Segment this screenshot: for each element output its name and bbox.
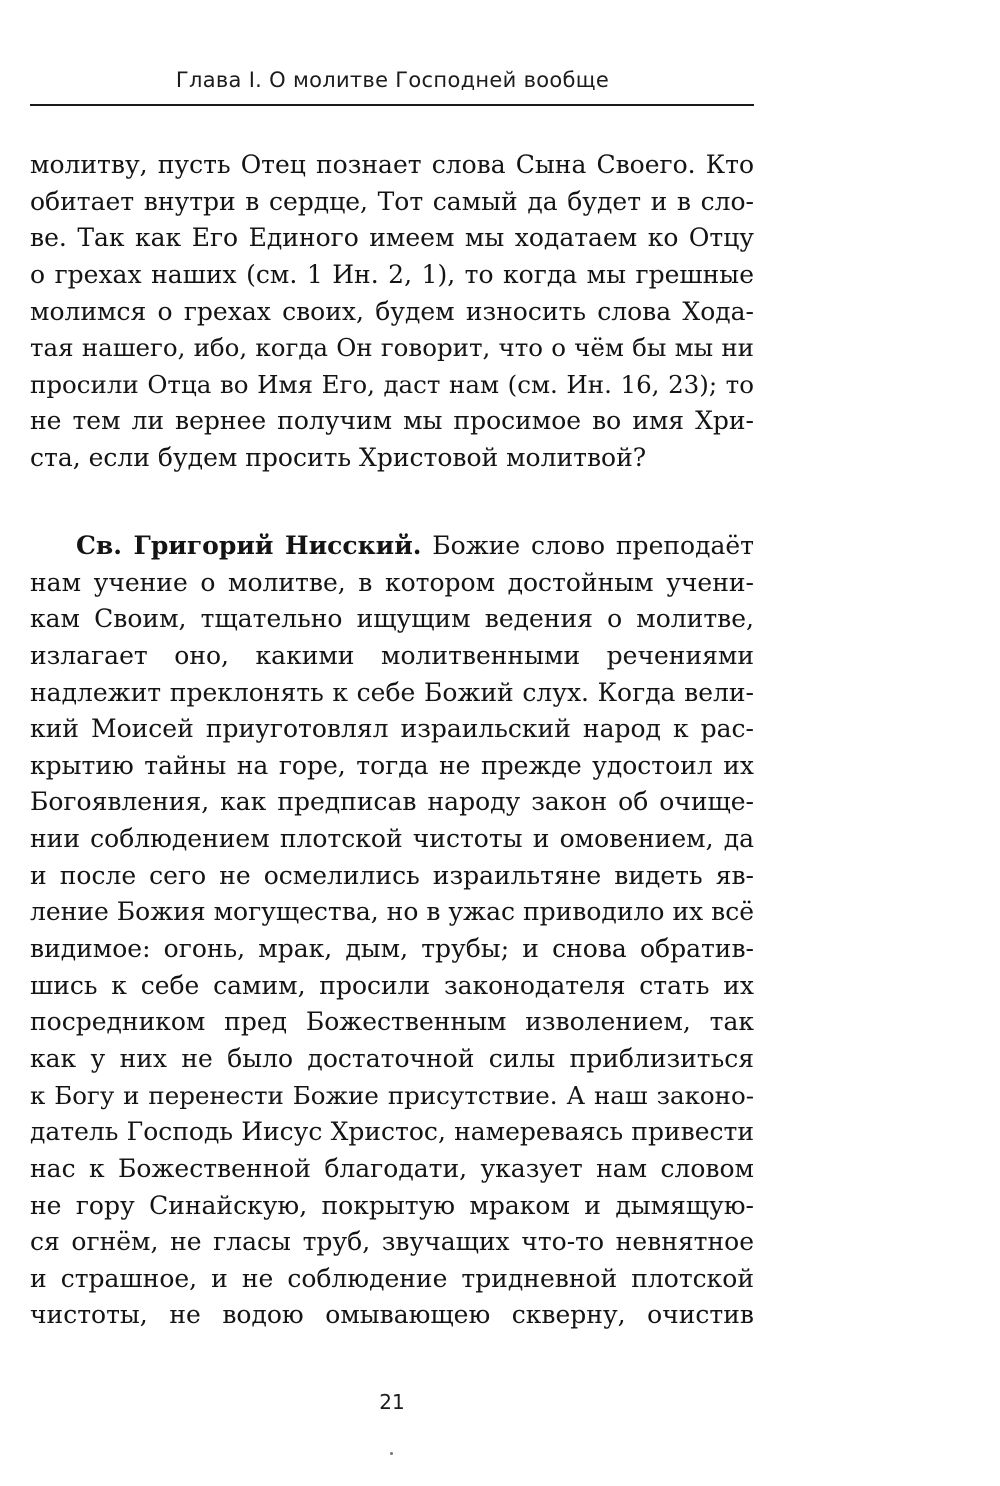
text-line: нас к Божественной благодати, указует нам словом: [30, 1153, 754, 1183]
text-line: молитву, пусть Отец познает слова Сына Своего. Кто: [30, 150, 754, 179]
text-line: ление Божия могущества, но в ужас приводило их всё: [30, 897, 754, 927]
text-line: нии соблюдением плотской чистоты и омовением, да: [30, 824, 754, 854]
text-line: кам Своим, тщательно ищущим ведения о молитве,: [30, 604, 754, 634]
text-line: посредником пред Божественным изволением, так: [30, 1007, 754, 1037]
text-line: ве. Так как Его Единого имеем мы ходатаем ко Отцу: [30, 223, 754, 253]
page-number: 21: [379, 1390, 405, 1414]
text-line: к Богу и перенести Божие присутствие. А наш законо-: [30, 1080, 754, 1110]
text-line: излагает оно, какими молитвенными речениями: [30, 640, 754, 670]
text-line-first: [30, 528, 754, 565]
text-line: о грехах наших (см. 1 Ин. 2, 1), то когда мы грешные: [30, 259, 754, 289]
text-line: датель Господь Иисус Христос, намереваясь привести: [30, 1117, 754, 1147]
text-line: нам учение о молитве, в котором достойным учени-: [30, 567, 754, 597]
paragraph-gregory-of-nyssa: [30, 528, 754, 1334]
text-line: чистоты, не водою омывающею скверну, очистив: [30, 1300, 754, 1330]
text-line: не тем ли вернее получим мы просимое во имя Хри-: [30, 406, 754, 436]
text-line-last: ста, если будем просить Христовой молитвой?: [30, 443, 647, 473]
text-line: тая нашего, ибо, когда Он говорит, что о чём бы мы ни: [30, 333, 754, 363]
text-line: просили Отца во Имя Его, даст нам (см. Ин. 16, 23); то: [30, 369, 754, 399]
header-rule: [30, 104, 754, 106]
text-line: надлежит преклонять к себе Божий слух. Когда вели-: [30, 677, 754, 707]
text-line: и после сего не осмелились израильтяне видеть яв-: [30, 860, 754, 890]
text-line: молимся о грехах своих, будем износить слова Хода-: [30, 296, 754, 326]
first-line-text: Божие слово преподаёт: [432, 531, 754, 560]
text-line: видимое: огонь, мрак, дым, трубы; и снова обратив-: [30, 934, 754, 964]
running-head: Глава I. О молитве Господней вообще: [175, 68, 610, 92]
text-line: Богоявления, как предписав народу закон об очище-: [30, 787, 754, 817]
text-line: кий Моисей приуготовлял израильский народ к рас-: [30, 714, 754, 744]
text-line: и страшное, и не соблюдение тридневной плотской: [30, 1263, 754, 1293]
text-line: шись к себе самим, просили законодателя стать их: [30, 970, 754, 1000]
text-line: как у них не было достаточной силы приблизиться: [30, 1043, 754, 1073]
text-line: крытию тайны на горе, тогда не прежде удостоил их: [30, 750, 754, 780]
text-line: не гору Синайскую, покрытую мраком и дымящую-: [30, 1190, 754, 1220]
text-line: ся огнём, не гласы труб, звучащих что-то невнятное: [30, 1227, 754, 1257]
text-line: обитает внутри в сердце, Тот самый да будет и в сло-: [30, 186, 754, 216]
paragraph-continued: [30, 147, 754, 477]
author-name: Св. Григорий Нисский.: [76, 531, 422, 560]
scan-speck: [390, 1452, 393, 1455]
